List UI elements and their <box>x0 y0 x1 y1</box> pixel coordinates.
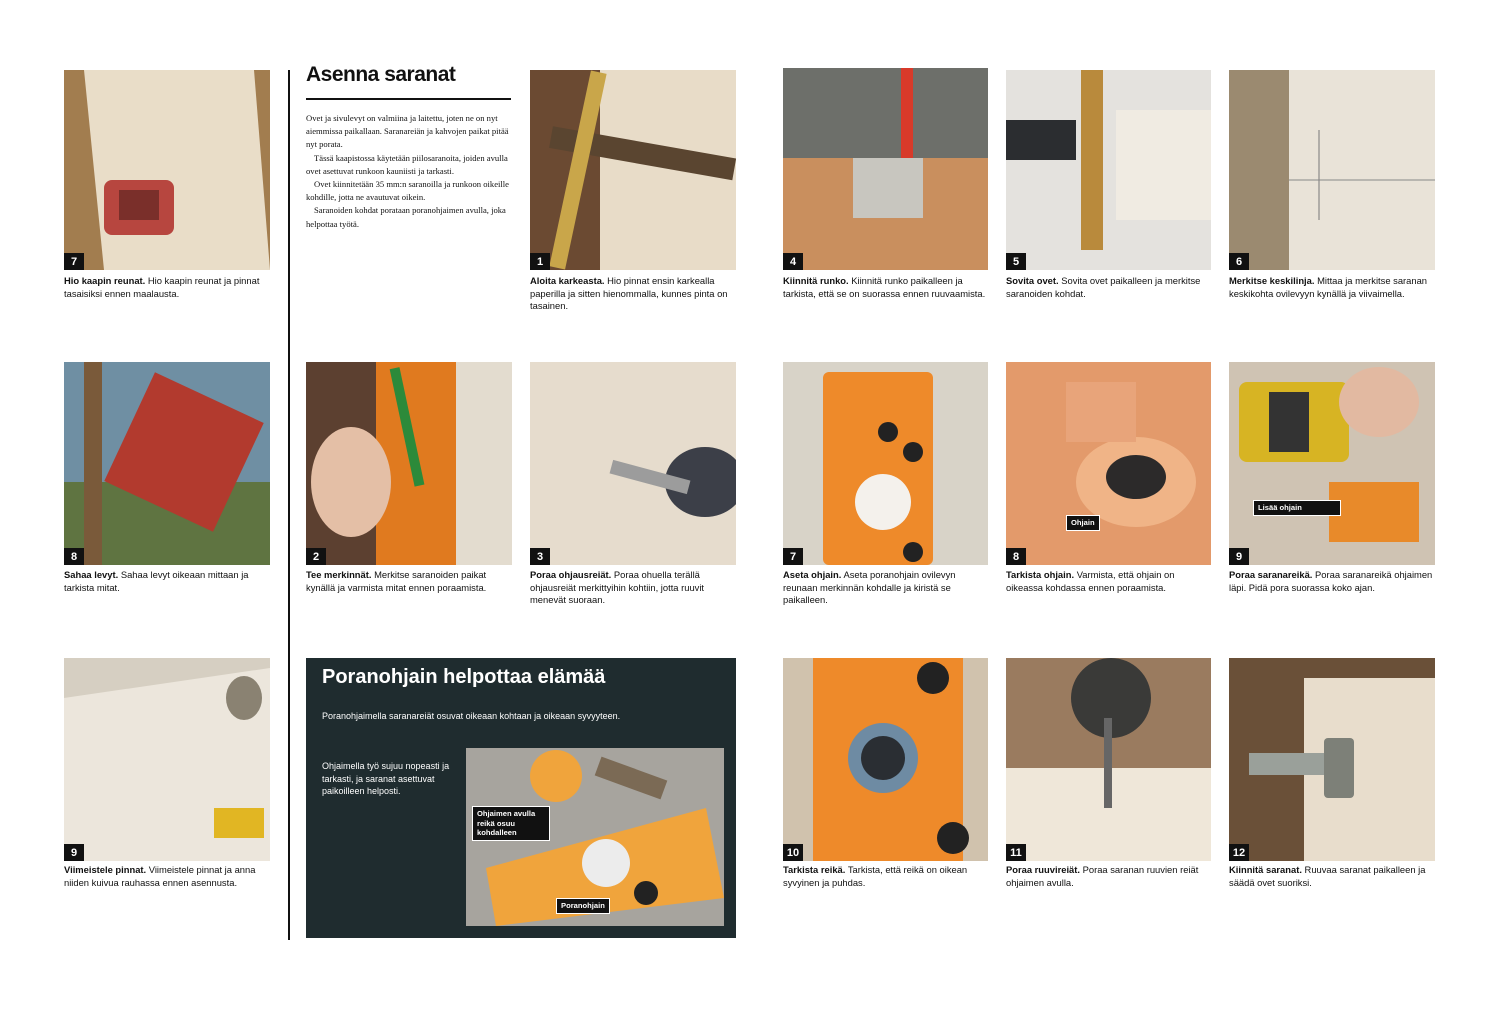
caption-text: Mittaa ja merkitse saranan keskikohta ovilevyyn kynällä ja viivaimella. <box>1229 275 1428 299</box>
photo-paint <box>64 658 270 861</box>
callout-guide-photo9: Lisää ohjain <box>1253 500 1341 516</box>
step-number: 9 <box>64 844 84 861</box>
caption-step-6 <box>1229 275 1435 300</box>
step-number: 1 <box>530 253 550 270</box>
panel-text-secondary: Ohjaimella työ sujuu nopeasti ja tarkasti, ja saranat asettuvat paikoilleen helposti. <box>322 761 450 797</box>
caption-text: Poraa ohuella terällä ohjausreiät merkittyihin kohtiin, jotta ruuvit menevät suoraan. <box>530 569 705 605</box>
caption-text: Hio kaapin reunat ja pinnat tasaisiksi ennen maalausta. <box>64 275 260 299</box>
info-panel <box>306 658 736 938</box>
caption-text: Merkitse saranoiden paikat kynällä ja varmista mitat ennen poraamista. <box>306 569 487 593</box>
step-number: 8 <box>64 548 84 565</box>
photo-step-5 <box>1006 70 1211 270</box>
caption-text: Viimeistele pinnat ja anna niiden kuivua rauhassa ennen asennusta. <box>64 864 256 888</box>
caption-title: Poraa saranareikä. <box>1229 569 1313 580</box>
caption-step-12 <box>1229 864 1435 889</box>
caption-text: Ruuvaa saranat paikalleen ja säädä ovet suoriksi. <box>1229 864 1426 888</box>
caption-text: Varmista, että ohjain on oikeassa kohdassa ennen poraamista. <box>1006 569 1175 593</box>
caption-text: Poraa saranareikä ohjaimen läpi. Pidä pora suorassa koko ajan. <box>1229 569 1433 593</box>
caption-step-7 <box>783 569 989 607</box>
caption-text: Poraa saranan ruuvien reiät ohjaimen avulla. <box>1006 864 1199 888</box>
step-number: 5 <box>1006 253 1026 270</box>
photo-step-6 <box>1229 70 1435 270</box>
photo-step-11 <box>1006 658 1211 861</box>
step-number: 7 <box>783 548 803 565</box>
step-number: 3 <box>530 548 550 565</box>
caption-step-3 <box>530 569 736 607</box>
step-number: 9 <box>1229 548 1249 565</box>
article-title: Asenna saranat <box>306 63 456 86</box>
caption-title: Kiinnitä saranat. <box>1229 864 1302 875</box>
caption-title: Poraa ohjausreiät. <box>530 569 612 580</box>
caption-title: Tee merkinnät. <box>306 569 372 580</box>
panel-title: Poranohjain helpottaa elämää <box>322 666 606 688</box>
caption-left-2 <box>64 569 270 594</box>
step-number: 6 <box>1229 253 1249 270</box>
caption-text: Sahaa levyt oikeaan mittaan ja tarkista mitat. <box>64 569 249 593</box>
title-underline <box>306 98 511 100</box>
photo-step-12 <box>1229 658 1435 861</box>
caption-title: Tarkista reikä. <box>783 864 846 875</box>
caption-text: Tarkista, että reikä on oikean syvyinen ja puhdas. <box>783 864 968 888</box>
photo-step-2 <box>306 362 512 565</box>
article-paragraph: Ovet kiinnitetään 35 mm:n saranoilla ja runkoon oikeille kohdille, jotta ne avautuvat oikein. <box>306 179 509 203</box>
caption-left-1 <box>64 275 270 300</box>
step-number: 11 <box>1006 844 1026 861</box>
caption-title: Aloita karkeasta. <box>530 275 605 286</box>
step-number: 8 <box>1006 548 1026 565</box>
step-number: 2 <box>306 548 326 565</box>
panel-text: Poranohjaimella saranareiät osuvat oikeaan kohtaan ja oikeaan syvyyteen. <box>322 711 621 721</box>
photo-drill-guide <box>466 748 724 926</box>
callout-guide: Ohjaimen avulla reikä osuu kohdalleen <box>472 806 550 841</box>
callout-guide-label: Poranohjain <box>556 898 610 914</box>
step-number: 4 <box>783 253 803 270</box>
caption-text: Aseta poranohjain ovilevyn reunaan merkinnän kohdalle ja kiristä se paikalleen. <box>783 569 956 605</box>
step-number: 7 <box>64 253 84 270</box>
article-paragraph: Tässä kaapistossa käytetään piilosaranoita, joiden avulla ovet asettuvat runkoon kauniisti ja tarkasti. <box>306 152 508 176</box>
photo-step-9 <box>1229 362 1435 565</box>
photo-step-4 <box>783 68 988 270</box>
step-number: 12 <box>1229 844 1249 861</box>
caption-step-10 <box>783 864 989 889</box>
caption-title: Viimeistele pinnat. <box>64 864 147 875</box>
photo-step-1 <box>530 70 736 270</box>
article-paragraph: Saranoiden kohdat porataan poranohjaimen avulla, joka helpottaa työtä. <box>306 205 506 229</box>
photo-step-10 <box>783 658 988 861</box>
photo-step-8 <box>1006 362 1211 565</box>
caption-title: Poraa ruuvireiät. <box>1006 864 1080 875</box>
photo-sanding <box>64 70 270 270</box>
caption-step-4 <box>783 275 989 300</box>
caption-text: Kiinnitä runko paikalleen ja tarkista, että se on suorassa ennen ruuvaamista. <box>783 275 986 299</box>
photo-saw <box>64 362 270 565</box>
caption-step-11 <box>1006 864 1212 889</box>
caption-left-3 <box>64 864 270 889</box>
caption-text: Hio pinnat ensin karkealla paperilla ja sitten hienommalla, kunnes pinta on tasainen. <box>530 275 728 311</box>
caption-title: Aseta ohjain. <box>783 569 842 580</box>
caption-title: Merkitse keskilinja. <box>1229 275 1315 286</box>
caption-step-2 <box>306 569 512 594</box>
caption-step-1 <box>530 275 736 313</box>
caption-title: Sovita ovet. <box>1006 275 1059 286</box>
photo-step-7 <box>783 362 988 565</box>
column-divider <box>288 70 290 940</box>
caption-step-5 <box>1006 275 1212 300</box>
caption-title: Tarkista ohjain. <box>1006 569 1075 580</box>
caption-title: Kiinnitä runko. <box>783 275 849 286</box>
caption-title: Sahaa levyt. <box>64 569 119 580</box>
caption-title: Hio kaapin reunat. <box>64 275 146 286</box>
callout-guide-photo8: Ohjain <box>1066 515 1100 531</box>
article-body <box>306 112 511 231</box>
photo-step-3 <box>530 362 736 565</box>
caption-step-8 <box>1006 569 1212 594</box>
article-paragraph: Ovet ja sivulevyt on valmiina ja laitettu, joten ne on nyt aiemmissa paikallaan. Saranareiän ja kahvojen paikat pitää nyt porata. <box>306 113 509 150</box>
step-number: 10 <box>783 844 803 861</box>
caption-step-9 <box>1229 569 1435 594</box>
caption-text: Sovita ovet paikalleen ja merkitse saranoiden kohdat. <box>1006 275 1201 299</box>
